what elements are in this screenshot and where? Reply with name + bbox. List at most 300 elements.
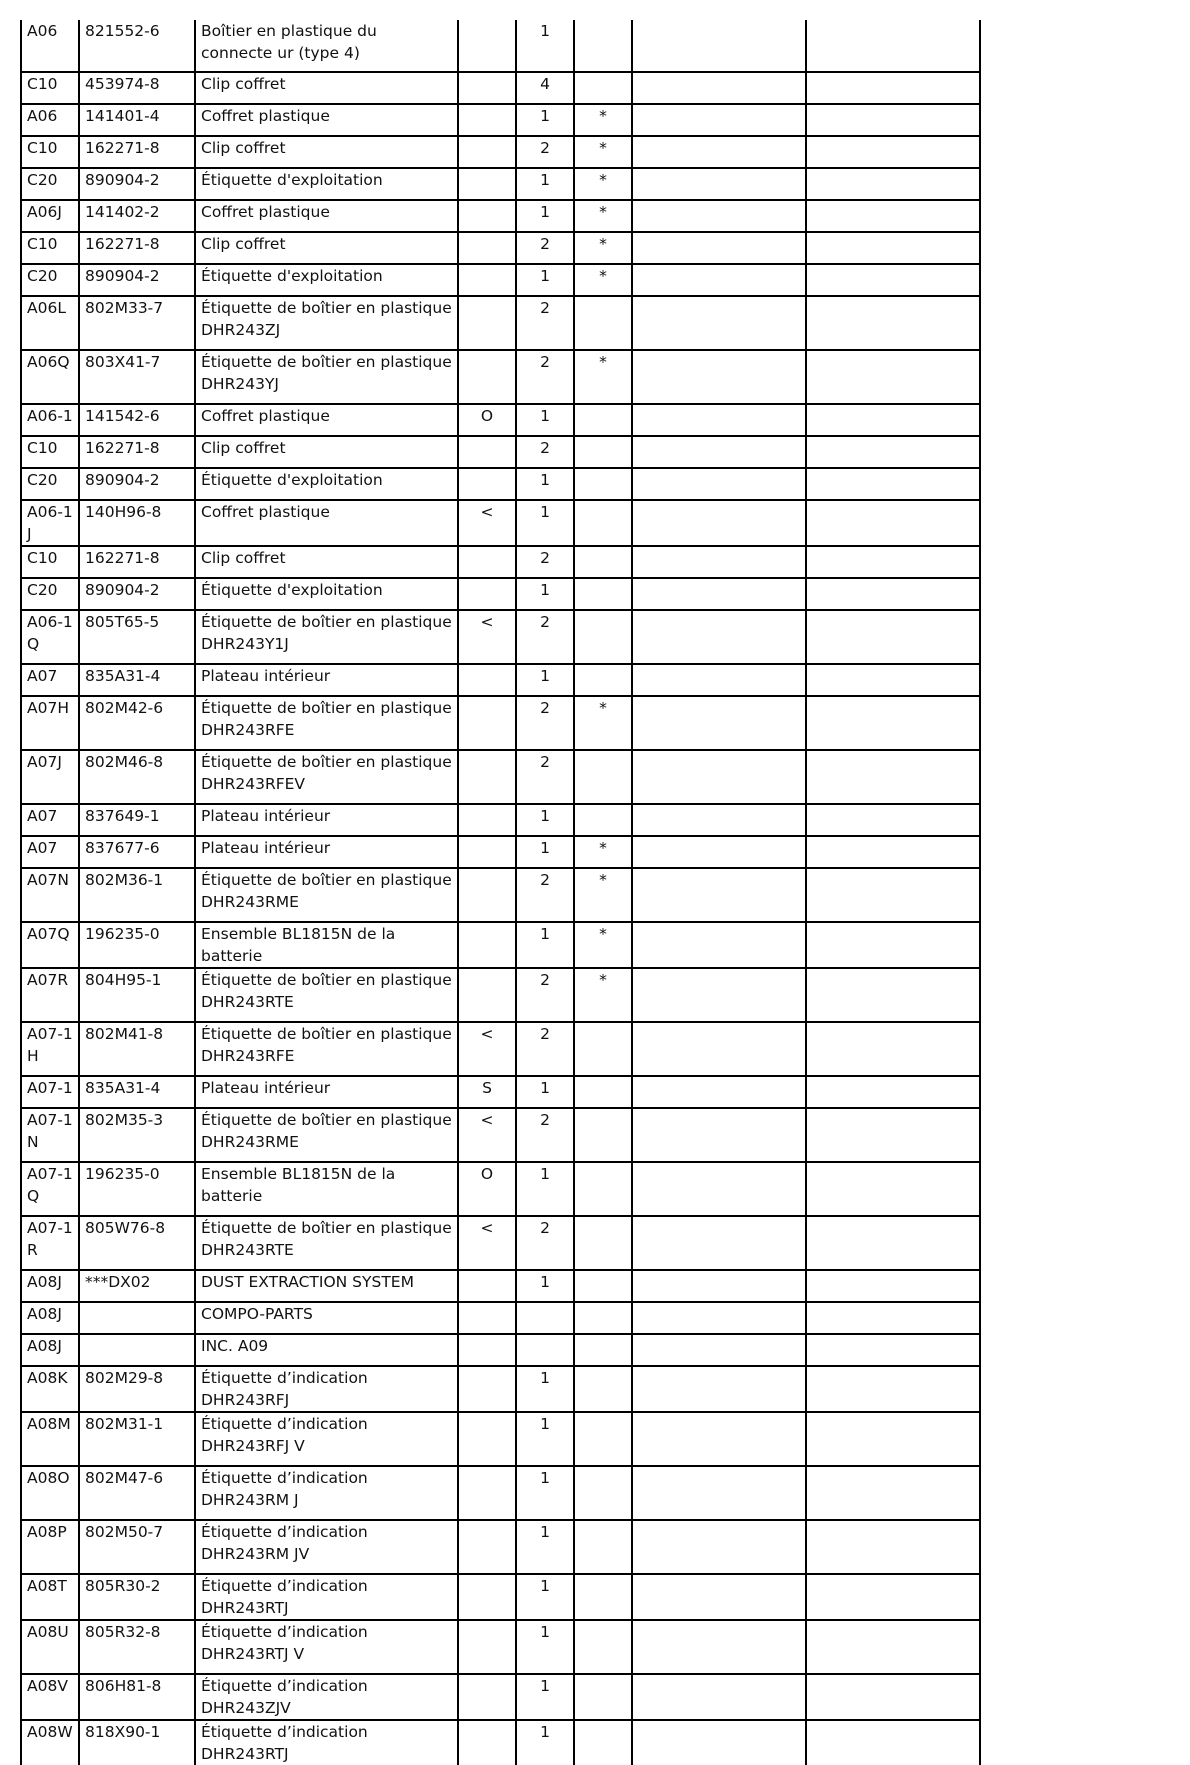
description-cell: Clip coffret	[195, 436, 458, 468]
part-number-cell	[79, 1334, 195, 1366]
description-cell: Étiquette de boîtier en plastique DHR243RTE	[195, 968, 458, 1022]
quantity-cell: 2	[516, 1022, 574, 1076]
description-cell: Étiquette d’indication DHR243RM JV	[195, 1520, 458, 1574]
part-number-cell: 196235-0	[79, 922, 195, 968]
note-cell	[458, 868, 516, 922]
table-row	[21, 546, 980, 578]
description-cell: Étiquette d'exploitation	[195, 468, 458, 500]
blank-cell-cell	[632, 296, 806, 350]
table-row	[21, 232, 980, 264]
quantity-cell: 2	[516, 1216, 574, 1270]
quantity-cell: 1	[516, 468, 574, 500]
table-row	[21, 436, 980, 468]
description-cell: Étiquette de boîtier en plastique DHR243RME	[195, 1108, 458, 1162]
description-cell: Étiquette d’indication DHR243RM J	[195, 1466, 458, 1520]
quantity-cell: 2	[516, 750, 574, 804]
change-mark-cell	[574, 500, 632, 546]
part-number-cell: 806H81-8	[79, 1674, 195, 1720]
table-row	[21, 1162, 980, 1216]
change-mark-cell	[574, 1520, 632, 1574]
note-cell	[458, 436, 516, 468]
blank-cell-cell	[632, 264, 806, 296]
blank-cell-cell	[632, 20, 806, 72]
change-mark-cell	[574, 804, 632, 836]
description-cell: COMPO-PARTS	[195, 1302, 458, 1334]
note-cell	[458, 968, 516, 1022]
item-number-cell: A07R	[21, 968, 79, 1022]
change-mark-cell	[574, 1674, 632, 1720]
note-cell: O	[458, 404, 516, 436]
quantity-cell: 1	[516, 1674, 574, 1720]
change-mark-cell: *	[574, 836, 632, 868]
item-number-cell: A07H	[21, 696, 79, 750]
item-number-cell: A08J	[21, 1302, 79, 1334]
blank-cell-cell	[632, 1720, 806, 1765]
quantity-cell: 1	[516, 922, 574, 968]
table-row	[21, 968, 980, 1022]
item-number-cell: A08P	[21, 1520, 79, 1574]
quantity-cell: 1	[516, 836, 574, 868]
note-cell: <	[458, 610, 516, 664]
blank-cell-cell	[806, 1108, 980, 1162]
change-mark-cell: *	[574, 264, 632, 296]
item-number-cell: A07N	[21, 868, 79, 922]
table-row	[21, 1302, 980, 1334]
blank-cell-cell	[806, 1620, 980, 1674]
item-number-cell: A06-1J	[21, 500, 79, 546]
blank-cell-cell	[806, 1076, 980, 1108]
note-cell	[458, 578, 516, 610]
note-cell: O	[458, 1162, 516, 1216]
part-number-cell: ***DX02	[79, 1270, 195, 1302]
change-mark-cell	[574, 610, 632, 664]
part-number-cell: 141542-6	[79, 404, 195, 436]
change-mark-cell	[574, 1076, 632, 1108]
part-number-cell: 802M29-8	[79, 1366, 195, 1412]
blank-cell-cell	[806, 750, 980, 804]
blank-cell-cell	[632, 1574, 806, 1620]
quantity-cell: 2	[516, 696, 574, 750]
quantity-cell: 2	[516, 968, 574, 1022]
table-row	[21, 1412, 980, 1466]
part-number-cell: 802M47-6	[79, 1466, 195, 1520]
item-number-cell: C20	[21, 168, 79, 200]
change-mark-cell	[574, 546, 632, 578]
blank-cell-cell	[806, 1302, 980, 1334]
part-number-cell: 802M31-1	[79, 1412, 195, 1466]
table-row	[21, 664, 980, 696]
item-number-cell: A07	[21, 804, 79, 836]
change-mark-cell	[574, 1366, 632, 1412]
description-cell: Boîtier en plastique du connecte ur (type 4)	[195, 20, 458, 72]
note-cell	[458, 836, 516, 868]
change-mark-cell	[574, 72, 632, 104]
quantity-cell: 2	[516, 436, 574, 468]
quantity-cell: 1	[516, 404, 574, 436]
change-mark-cell	[574, 1466, 632, 1520]
description-cell: Étiquette de boîtier en plastique DHR243RFE	[195, 1022, 458, 1076]
table-row	[21, 804, 980, 836]
table-row	[21, 1022, 980, 1076]
note-cell	[458, 696, 516, 750]
quantity-cell: 1	[516, 1270, 574, 1302]
blank-cell-cell	[632, 578, 806, 610]
description-cell: Étiquette d'exploitation	[195, 168, 458, 200]
item-number-cell: A07-1Q	[21, 1162, 79, 1216]
blank-cell-cell	[632, 1674, 806, 1720]
change-mark-cell: *	[574, 696, 632, 750]
blank-cell-cell	[806, 1366, 980, 1412]
table-row	[21, 1216, 980, 1270]
part-number-cell: 805T65-5	[79, 610, 195, 664]
blank-cell-cell	[632, 1366, 806, 1412]
description-cell: Étiquette de boîtier en plastique DHR243ZJ	[195, 296, 458, 350]
blank-cell-cell	[806, 168, 980, 200]
table-row	[21, 868, 980, 922]
blank-cell-cell	[806, 578, 980, 610]
blank-cell-cell	[632, 868, 806, 922]
item-number-cell: C10	[21, 232, 79, 264]
item-number-cell: C20	[21, 264, 79, 296]
change-mark-cell	[574, 1302, 632, 1334]
blank-cell-cell	[632, 968, 806, 1022]
item-number-cell: A06	[21, 104, 79, 136]
quantity-cell: 1	[516, 1076, 574, 1108]
table-row	[21, 922, 980, 968]
table-row	[21, 1108, 980, 1162]
item-number-cell: A08V	[21, 1674, 79, 1720]
change-mark-cell: *	[574, 922, 632, 968]
parts-list-table	[20, 20, 981, 1765]
blank-cell-cell	[632, 1076, 806, 1108]
note-cell	[458, 922, 516, 968]
change-mark-cell: *	[574, 200, 632, 232]
part-number-cell: 835A31-4	[79, 664, 195, 696]
quantity-cell: 1	[516, 200, 574, 232]
quantity-cell: 4	[516, 72, 574, 104]
quantity-cell: 1	[516, 1620, 574, 1674]
part-number-cell: 802M50-7	[79, 1520, 195, 1574]
blank-cell-cell	[632, 696, 806, 750]
quantity-cell: 2	[516, 136, 574, 168]
item-number-cell: A06L	[21, 296, 79, 350]
change-mark-cell	[574, 664, 632, 696]
blank-cell-cell	[806, 968, 980, 1022]
quantity-cell: 1	[516, 500, 574, 546]
blank-cell-cell	[806, 136, 980, 168]
note-cell: <	[458, 1022, 516, 1076]
note-cell	[458, 1366, 516, 1412]
quantity-cell: 1	[516, 664, 574, 696]
note-cell	[458, 1302, 516, 1334]
table-row	[21, 20, 980, 72]
note-cell	[458, 546, 516, 578]
item-number-cell: A06J	[21, 200, 79, 232]
change-mark-cell	[574, 578, 632, 610]
blank-cell-cell	[632, 468, 806, 500]
change-mark-cell	[574, 1022, 632, 1076]
table-row	[21, 500, 980, 546]
description-cell: Étiquette de boîtier en plastique DHR243RME	[195, 868, 458, 922]
item-number-cell: C10	[21, 546, 79, 578]
blank-cell-cell	[806, 1334, 980, 1366]
description-cell: Étiquette d’indication DHR243RFJ V	[195, 1412, 458, 1466]
blank-cell-cell	[806, 1466, 980, 1520]
blank-cell-cell	[632, 922, 806, 968]
part-number-cell: 821552-6	[79, 20, 195, 72]
description-cell: DUST EXTRACTION SYSTEM	[195, 1270, 458, 1302]
item-number-cell: A07	[21, 836, 79, 868]
description-cell: Étiquette d’indication DHR243RFJ	[195, 1366, 458, 1412]
blank-cell-cell	[806, 20, 980, 72]
blank-cell-cell	[806, 200, 980, 232]
note-cell	[458, 232, 516, 264]
part-number-cell: 453974-8	[79, 72, 195, 104]
blank-cell-cell	[632, 1466, 806, 1520]
item-number-cell: A07J	[21, 750, 79, 804]
note-cell: <	[458, 500, 516, 546]
change-mark-cell	[574, 1108, 632, 1162]
note-cell	[458, 1466, 516, 1520]
item-number-cell: A07	[21, 664, 79, 696]
part-number-cell: 141401-4	[79, 104, 195, 136]
blank-cell-cell	[806, 296, 980, 350]
part-number-cell: 837677-6	[79, 836, 195, 868]
change-mark-cell: *	[574, 104, 632, 136]
blank-cell-cell	[632, 804, 806, 836]
part-number-cell: 890904-2	[79, 578, 195, 610]
item-number-cell: C10	[21, 72, 79, 104]
blank-cell-cell	[806, 1574, 980, 1620]
description-cell: Étiquette de boîtier en plastique DHR243Y1J	[195, 610, 458, 664]
item-number-cell: A08K	[21, 1366, 79, 1412]
part-number-cell: 837649-1	[79, 804, 195, 836]
quantity-cell	[516, 1302, 574, 1334]
blank-cell-cell	[632, 1620, 806, 1674]
note-cell	[458, 1620, 516, 1674]
blank-cell-cell	[632, 72, 806, 104]
blank-cell-cell	[806, 696, 980, 750]
item-number-cell: A06Q	[21, 350, 79, 404]
table-row	[21, 264, 980, 296]
change-mark-cell	[574, 1720, 632, 1765]
description-cell: Ensemble BL1815N de la batterie	[195, 922, 458, 968]
table-row	[21, 72, 980, 104]
table-row	[21, 836, 980, 868]
quantity-cell: 2	[516, 868, 574, 922]
table-row	[21, 168, 980, 200]
note-cell	[458, 1674, 516, 1720]
blank-cell-cell	[632, 200, 806, 232]
note-cell: <	[458, 1216, 516, 1270]
change-mark-cell	[574, 1574, 632, 1620]
table-row	[21, 104, 980, 136]
description-cell: Clip coffret	[195, 136, 458, 168]
blank-cell-cell	[806, 264, 980, 296]
item-number-cell: C20	[21, 578, 79, 610]
change-mark-cell: *	[574, 868, 632, 922]
quantity-cell: 1	[516, 1520, 574, 1574]
note-cell: S	[458, 1076, 516, 1108]
change-mark-cell: *	[574, 232, 632, 264]
quantity-cell: 2	[516, 350, 574, 404]
description-cell: Étiquette d'exploitation	[195, 264, 458, 296]
item-number-cell: A06-1	[21, 404, 79, 436]
quantity-cell: 2	[516, 232, 574, 264]
quantity-cell: 1	[516, 20, 574, 72]
change-mark-cell	[574, 436, 632, 468]
note-cell	[458, 20, 516, 72]
change-mark-cell	[574, 468, 632, 500]
table-row	[21, 1620, 980, 1674]
part-number-cell: 802M42-6	[79, 696, 195, 750]
note-cell	[458, 1412, 516, 1466]
table-row	[21, 468, 980, 500]
item-number-cell: A07-1N	[21, 1108, 79, 1162]
note-cell	[458, 1574, 516, 1620]
item-number-cell: A08W	[21, 1720, 79, 1765]
part-number-cell: 805W76-8	[79, 1216, 195, 1270]
quantity-cell	[516, 1334, 574, 1366]
quantity-cell: 1	[516, 578, 574, 610]
description-cell: Étiquette de boîtier en plastique DHR243RFEV	[195, 750, 458, 804]
part-number-cell: 890904-2	[79, 168, 195, 200]
blank-cell-cell	[806, 1216, 980, 1270]
note-cell	[458, 104, 516, 136]
table-row	[21, 350, 980, 404]
blank-cell-cell	[806, 104, 980, 136]
item-number-cell: A07-1H	[21, 1022, 79, 1076]
note-cell: <	[458, 1108, 516, 1162]
description-cell: Étiquette d’indication DHR243ZJV	[195, 1674, 458, 1720]
table-row	[21, 404, 980, 436]
blank-cell-cell	[632, 1302, 806, 1334]
item-number-cell: A07-1	[21, 1076, 79, 1108]
description-cell: Plateau intérieur	[195, 836, 458, 868]
blank-cell-cell	[632, 1412, 806, 1466]
item-number-cell: A06-1Q	[21, 610, 79, 664]
table-row	[21, 1720, 980, 1765]
quantity-cell: 2	[516, 610, 574, 664]
item-number-cell: A07-1R	[21, 1216, 79, 1270]
blank-cell-cell	[806, 610, 980, 664]
blank-cell-cell	[806, 664, 980, 696]
note-cell	[458, 750, 516, 804]
table-row	[21, 296, 980, 350]
table-row	[21, 1270, 980, 1302]
note-cell	[458, 1720, 516, 1765]
blank-cell-cell	[632, 610, 806, 664]
change-mark-cell	[574, 1412, 632, 1466]
change-mark-cell	[574, 1162, 632, 1216]
table-row	[21, 610, 980, 664]
description-cell: Clip coffret	[195, 546, 458, 578]
change-mark-cell	[574, 750, 632, 804]
blank-cell-cell	[632, 1520, 806, 1574]
description-cell: Clip coffret	[195, 232, 458, 264]
quantity-cell: 1	[516, 104, 574, 136]
blank-cell-cell	[632, 836, 806, 868]
part-number-cell: 803X41-7	[79, 350, 195, 404]
part-number-cell: 162271-8	[79, 546, 195, 578]
blank-cell-cell	[632, 750, 806, 804]
description-cell: Plateau intérieur	[195, 1076, 458, 1108]
blank-cell-cell	[806, 1162, 980, 1216]
description-cell: Étiquette d’indication DHR243RTJ	[195, 1574, 458, 1620]
item-number-cell: C10	[21, 436, 79, 468]
blank-cell-cell	[806, 1022, 980, 1076]
description-cell: Étiquette de boîtier en plastique DHR243RFE	[195, 696, 458, 750]
blank-cell-cell	[806, 922, 980, 968]
part-number-cell: 890904-2	[79, 264, 195, 296]
table-row	[21, 1674, 980, 1720]
quantity-cell: 1	[516, 1466, 574, 1520]
change-mark-cell	[574, 1270, 632, 1302]
item-number-cell: A08J	[21, 1334, 79, 1366]
item-number-cell: C20	[21, 468, 79, 500]
part-number-cell: 140H96-8	[79, 500, 195, 546]
description-cell: Étiquette de boîtier en plastique DHR243YJ	[195, 350, 458, 404]
description-cell: Étiquette d’indication DHR243RTJ	[195, 1720, 458, 1765]
blank-cell-cell	[806, 868, 980, 922]
change-mark-cell	[574, 1216, 632, 1270]
note-cell	[458, 296, 516, 350]
description-cell: Étiquette d’indication DHR243RTJ V	[195, 1620, 458, 1674]
quantity-cell: 2	[516, 546, 574, 578]
item-number-cell: A08O	[21, 1466, 79, 1520]
part-number-cell: 818X90-1	[79, 1720, 195, 1765]
change-mark-cell	[574, 20, 632, 72]
blank-cell-cell	[806, 1412, 980, 1466]
note-cell	[458, 264, 516, 296]
blank-cell-cell	[806, 1520, 980, 1574]
blank-cell-cell	[806, 546, 980, 578]
item-number-cell: A07Q	[21, 922, 79, 968]
blank-cell-cell	[632, 500, 806, 546]
note-cell	[458, 350, 516, 404]
note-cell	[458, 1270, 516, 1302]
change-mark-cell	[574, 1334, 632, 1366]
blank-cell-cell	[806, 804, 980, 836]
blank-cell-cell	[632, 1022, 806, 1076]
note-cell	[458, 1520, 516, 1574]
blank-cell-cell	[806, 468, 980, 500]
item-number-cell: A08U	[21, 1620, 79, 1674]
blank-cell-cell	[632, 1270, 806, 1302]
change-mark-cell	[574, 296, 632, 350]
blank-cell-cell	[806, 404, 980, 436]
blank-cell-cell	[632, 1216, 806, 1270]
change-mark-cell: *	[574, 350, 632, 404]
blank-cell-cell	[632, 1162, 806, 1216]
blank-cell-cell	[632, 168, 806, 200]
blank-cell-cell	[806, 72, 980, 104]
part-number-cell: 802M41-8	[79, 1022, 195, 1076]
table-row	[21, 750, 980, 804]
part-number-cell: 835A31-4	[79, 1076, 195, 1108]
quantity-cell: 1	[516, 1366, 574, 1412]
table-row	[21, 1076, 980, 1108]
note-cell	[458, 664, 516, 696]
item-number-cell: A08J	[21, 1270, 79, 1302]
part-number-cell: 802M46-8	[79, 750, 195, 804]
description-cell: Coffret plastique	[195, 104, 458, 136]
quantity-cell: 1	[516, 1574, 574, 1620]
quantity-cell: 1	[516, 804, 574, 836]
description-cell: Clip coffret	[195, 72, 458, 104]
part-number-cell: 890904-2	[79, 468, 195, 500]
item-number-cell: A08T	[21, 1574, 79, 1620]
